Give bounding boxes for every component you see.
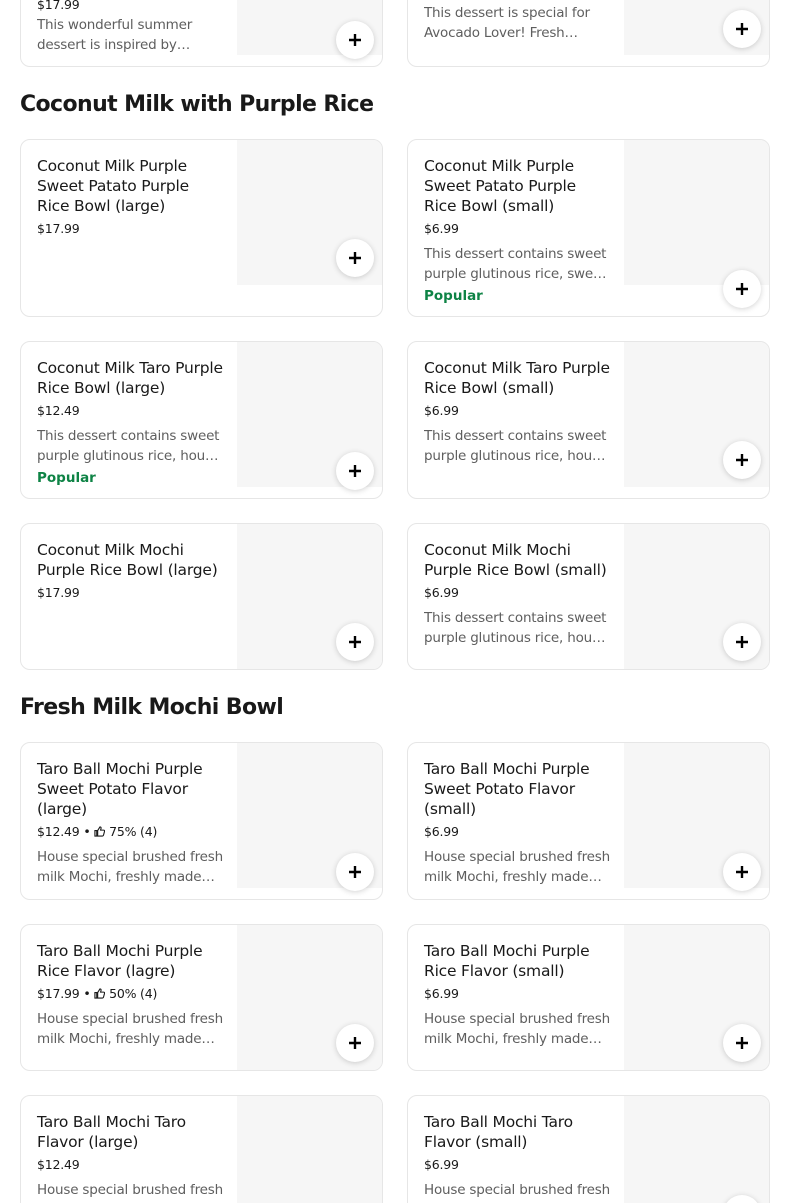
item-name: Coconut Milk Taro Purple Rice Bowl (large) bbox=[37, 359, 223, 397]
menu-item-card[interactable] bbox=[20, 341, 383, 499]
plus-icon bbox=[348, 1036, 362, 1050]
add-item-button[interactable] bbox=[723, 270, 761, 308]
menu-item-card[interactable] bbox=[407, 1095, 770, 1203]
item-description: House special brushed fresh milk Mochi, freshly made bbox=[37, 849, 223, 885]
item-info bbox=[37, 1112, 225, 1203]
menu-item-card[interactable] bbox=[407, 0, 770, 67]
item-info bbox=[37, 0, 225, 55]
section-title: Coconut Milk with Purple Rice bbox=[20, 92, 374, 117]
item-description: House special brushed fresh milk Mochi, freshly made bbox=[37, 1011, 223, 1047]
add-item-button[interactable] bbox=[336, 623, 374, 661]
item-image bbox=[237, 1096, 382, 1203]
separator: • bbox=[83, 986, 91, 1001]
add-item-button[interactable] bbox=[723, 441, 761, 479]
item-price: $12.49 bbox=[37, 824, 80, 839]
item-info bbox=[424, 540, 612, 648]
item-info bbox=[424, 759, 612, 887]
item-name: Coconut Milk Mochi Purple Rice Bowl (small) bbox=[424, 541, 607, 579]
item-description: This dessert contains sweet purple glutinous rice, house bbox=[424, 610, 607, 646]
item-name: Taro Ball Mochi Purple Rice Flavor (small) bbox=[424, 942, 590, 980]
item-info bbox=[424, 3, 612, 43]
item-info bbox=[424, 358, 612, 466]
item-price: $6.99 bbox=[424, 986, 459, 1001]
plus-icon bbox=[348, 865, 362, 879]
item-info bbox=[37, 759, 225, 887]
menu-item-card[interactable] bbox=[407, 924, 770, 1071]
item-info bbox=[37, 941, 225, 1049]
item-name: Taro Ball Mochi Purple Sweet Potato Flavor (small) bbox=[424, 760, 590, 818]
item-description: This dessert contains sweet purple glutinous rice, sweet bbox=[424, 246, 607, 282]
item-name: Coconut Milk Purple Sweet Patato Purple Rice Bowl (large) bbox=[37, 157, 189, 215]
item-name: Taro Ball Mochi Purple Rice Flavor (lagre) bbox=[37, 942, 203, 980]
item-price: $6.99 bbox=[424, 221, 459, 236]
thumbs-up-icon bbox=[94, 988, 105, 999]
item-rating: 50% (4) bbox=[109, 986, 158, 1001]
item-price: $12.49 bbox=[37, 403, 80, 418]
item-price: $17.99 bbox=[37, 986, 80, 1001]
add-item-button[interactable] bbox=[336, 239, 374, 277]
add-item-button[interactable] bbox=[336, 853, 374, 891]
item-name: Coconut Milk Mochi Purple Rice Bowl (large) bbox=[37, 541, 218, 579]
item-price: $6.99 bbox=[424, 403, 459, 418]
plus-icon bbox=[348, 251, 362, 265]
plus-icon bbox=[348, 635, 362, 649]
section-title: Fresh Milk Mochi Bowl bbox=[20, 695, 284, 720]
item-name: Taro Ball Mochi Taro Flavor (small) bbox=[424, 1113, 573, 1151]
item-price: $6.99 bbox=[424, 585, 459, 600]
menu-item-card[interactable] bbox=[20, 924, 383, 1071]
plus-icon bbox=[735, 282, 749, 296]
plus-icon bbox=[735, 635, 749, 649]
plus-icon bbox=[735, 1036, 749, 1050]
item-price: $6.99 bbox=[424, 824, 459, 839]
item-info bbox=[424, 1112, 612, 1203]
item-info bbox=[424, 941, 612, 1049]
add-item-button[interactable] bbox=[336, 21, 374, 59]
menu-item-card[interactable] bbox=[20, 139, 383, 317]
item-info bbox=[424, 156, 612, 306]
item-description: This dessert contains sweet purple glutinous rice, house bbox=[37, 428, 220, 464]
item-price: $12.49 bbox=[37, 1157, 80, 1172]
plus-icon bbox=[735, 865, 749, 879]
plus-icon bbox=[735, 22, 749, 36]
menu-item-card[interactable] bbox=[407, 742, 770, 900]
menu-item-card[interactable] bbox=[407, 523, 770, 670]
item-description: House special brushed fresh bbox=[37, 1182, 223, 1198]
item-description: House special brushed fresh milk Mochi, freshly made bbox=[424, 1011, 610, 1047]
add-item-button[interactable] bbox=[723, 623, 761, 661]
add-item-button[interactable] bbox=[336, 1024, 374, 1062]
add-item-button[interactable] bbox=[723, 1024, 761, 1062]
thumbs-up-icon bbox=[94, 826, 105, 837]
item-price: $6.99 bbox=[424, 1157, 459, 1172]
plus-icon bbox=[348, 33, 362, 47]
item-meta bbox=[37, 824, 225, 840]
item-description: This dessert is special for Avocado Lover! Fresh bbox=[424, 5, 590, 41]
plus-icon bbox=[348, 464, 362, 478]
separator: • bbox=[83, 824, 91, 839]
popular-badge: Popular bbox=[37, 470, 96, 486]
add-item-button[interactable] bbox=[723, 10, 761, 48]
item-name: Coconut Milk Taro Purple Rice Bowl (small) bbox=[424, 359, 610, 397]
item-price: $17.99 bbox=[37, 221, 80, 236]
item-meta bbox=[37, 986, 225, 1002]
menu-item-card[interactable] bbox=[20, 742, 383, 900]
plus-icon bbox=[735, 453, 749, 467]
item-image bbox=[624, 140, 769, 285]
popular-badge: Popular bbox=[424, 288, 483, 304]
item-info bbox=[37, 156, 225, 237]
item-price: $17.99 bbox=[37, 585, 80, 600]
item-price: $17.99 bbox=[37, 0, 80, 12]
menu-item-card[interactable] bbox=[407, 139, 770, 317]
item-image bbox=[624, 1096, 769, 1203]
menu-item-card[interactable] bbox=[20, 523, 383, 670]
item-description: House special brushed fresh milk Mochi, freshly made bbox=[424, 849, 610, 885]
item-name: Taro Ball Mochi Taro Flavor (large) bbox=[37, 1113, 186, 1151]
item-rating: 75% (4) bbox=[109, 824, 158, 839]
item-name: Coconut Milk Purple Sweet Patato Purple Rice Bowl (small) bbox=[424, 157, 576, 215]
menu-item-card[interactable] bbox=[20, 0, 383, 67]
add-item-button[interactable] bbox=[336, 452, 374, 490]
item-info bbox=[37, 358, 225, 488]
item-description: House special brushed fresh bbox=[424, 1182, 610, 1198]
menu-item-card[interactable] bbox=[20, 1095, 383, 1203]
item-name: Taro Ball Mochi Purple Sweet Potato Flavor (large) bbox=[37, 760, 203, 818]
menu-item-card[interactable] bbox=[407, 341, 770, 499]
item-info bbox=[37, 540, 225, 601]
item-description: This dessert contains sweet purple glutinous rice, house bbox=[424, 428, 607, 464]
add-item-button[interactable] bbox=[723, 853, 761, 891]
item-description: This wonderful summer dessert is inspired by bbox=[37, 17, 193, 53]
